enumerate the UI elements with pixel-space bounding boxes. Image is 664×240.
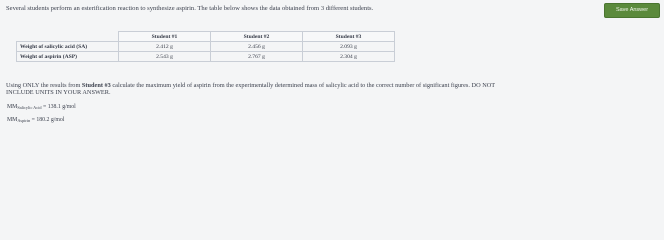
- instruction-post-text: calculate the maximum yield of aspirin from the experimentally determined mass of salicylic acid to the correct number of significant figures. DO NOT: [110, 82, 496, 89]
- instruction-student-ref: Student #3: [81, 82, 111, 89]
- save-answer-button[interactable]: Save Answer: [604, 3, 660, 18]
- table-cell: 2.456 g: [211, 42, 303, 52]
- question-instructions: [6, 83, 626, 97]
- molar-mass-salicylic-acid: [7, 104, 76, 110]
- mm-sa-subscript: Salicylic Acid: [17, 105, 42, 110]
- data-table: [16, 31, 395, 62]
- table-header-student-2: Student #2: [211, 32, 303, 42]
- row-label-salicylic-acid: Weight of salicylic acid (SA): [17, 42, 119, 52]
- table-corner: [17, 32, 119, 42]
- table-cell: 2.767 g: [211, 52, 303, 62]
- table-header-student-1: Student #1: [119, 32, 211, 42]
- table-cell: 2.093 g: [303, 42, 395, 52]
- table-cell: 2.412 g: [119, 42, 211, 52]
- table-row: [17, 52, 395, 62]
- instruction-pre-text: Using ONLY the results from: [6, 82, 82, 89]
- mm-sa-prefix: MM: [7, 104, 18, 110]
- mm-asp-subscript: Aspirin: [17, 118, 31, 123]
- table-cell: 2.543 g: [119, 52, 211, 62]
- table-row: [17, 42, 395, 52]
- mm-asp-prefix: MM: [7, 117, 18, 123]
- question-intro: Several students perform an esterification reaction to synthesize aspirin. The table below shows the data obtained from 3 different students.: [6, 5, 374, 12]
- table-header-student-3: Student #3: [303, 32, 395, 42]
- mm-sa-value: = 138.1 g/mol: [41, 104, 76, 110]
- table-header-row: [17, 32, 395, 42]
- instruction-line-2: INCLUDE UNITS IN YOUR ANSWER.: [6, 88, 111, 96]
- molar-mass-aspirin: [7, 117, 64, 123]
- mm-asp-value: = 180.2 g/mol: [30, 117, 65, 123]
- table-cell: 2.304 g: [303, 52, 395, 62]
- row-label-aspirin: Weight of aspirin (ASP): [17, 52, 119, 62]
